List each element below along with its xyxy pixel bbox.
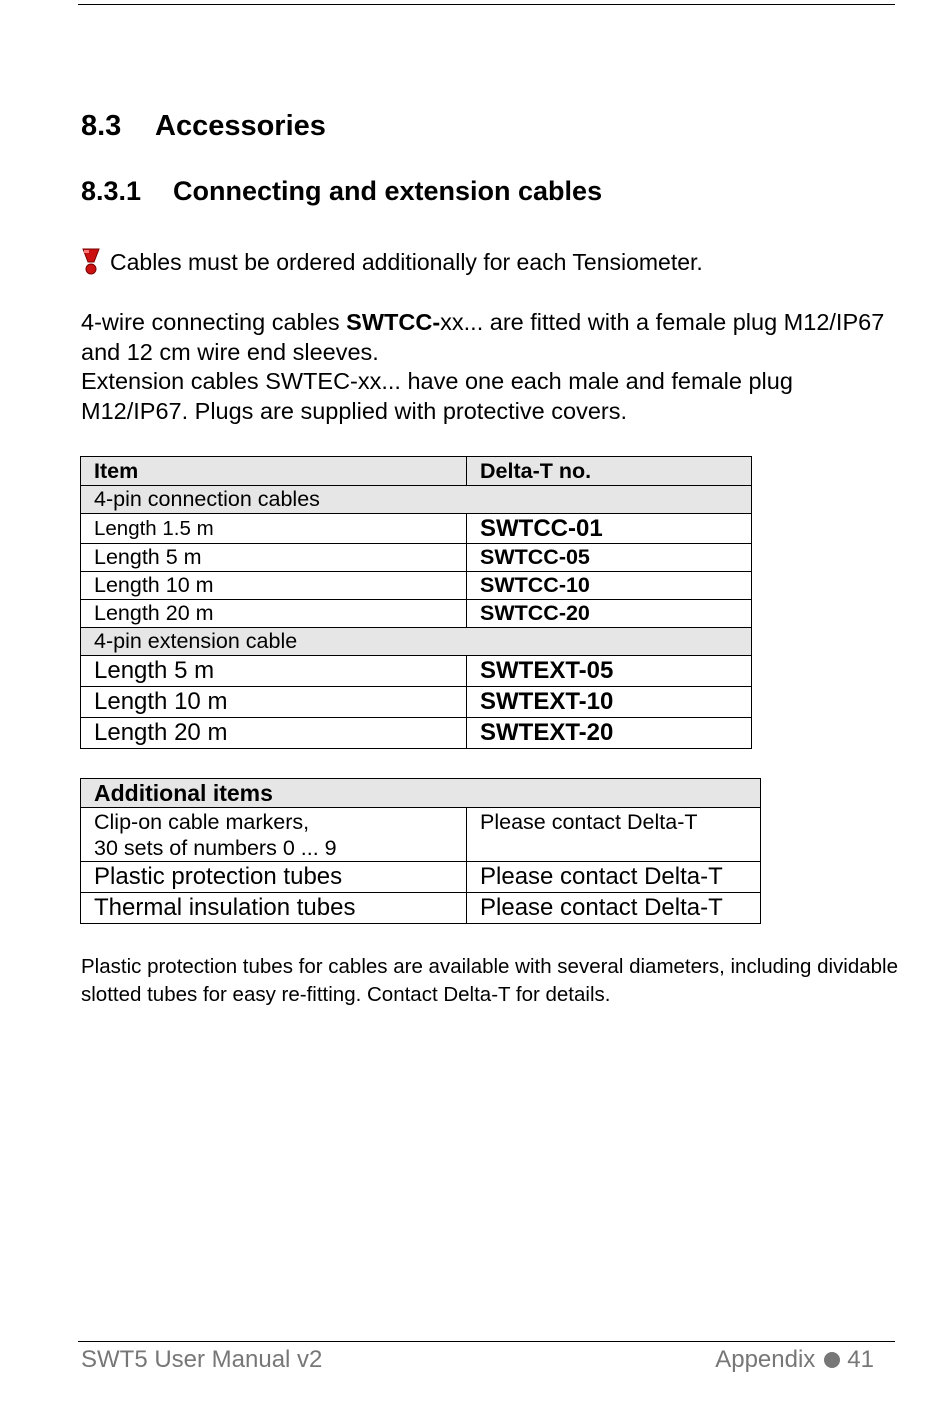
order-note [81, 249, 703, 276]
table-row [81, 862, 761, 893]
footer-section: Appendix [715, 1346, 816, 1373]
item-cell: Length 20 m [81, 718, 467, 749]
table-row [81, 718, 752, 749]
section-heading [81, 110, 326, 143]
table-row [81, 600, 752, 628]
item-line-1: Clip-on cable markers, [94, 810, 310, 834]
intro-text-rest: xx... are fitted with a female plug M12/IP67 and 12 cm wire end sleeves. [81, 309, 885, 365]
subsection-number: 8.3.1 [81, 176, 142, 206]
section-title: Accessories [155, 110, 326, 142]
code-cell: SWTEXT-05 [467, 656, 752, 687]
additional-items-table [80, 778, 761, 924]
group-row-extension [81, 628, 752, 656]
item-line-2: 30 sets of numbers 0 ... 9 [94, 836, 337, 860]
table-row [81, 808, 761, 862]
table-row [81, 893, 761, 924]
value-cell: Please contact Delta-T [467, 808, 761, 862]
code-cell: SWTCC-20 [467, 600, 752, 628]
item-cell: Length 5 m [81, 656, 467, 687]
value-cell: Please contact Delta-T [467, 862, 761, 893]
header-item: Item [81, 457, 467, 486]
item-cell: Length 10 m [81, 687, 467, 718]
item-cell: Plastic protection tubes [81, 862, 467, 893]
header-delta-t-no: Delta-T no. [467, 457, 752, 486]
table-row [81, 656, 752, 687]
intro-text: 4-wire connecting cables [81, 309, 347, 335]
subsection-title: Connecting and extension cables [173, 176, 603, 206]
note-text: Cables must be ordered additionally for each Tensiometer. [110, 249, 703, 275]
item-cell: Length 20 m [81, 600, 467, 628]
code-cell: SWTCC-10 [467, 572, 752, 600]
item-cell: Thermal insulation tubes [81, 893, 467, 924]
intro-paragraph [81, 308, 901, 426]
table-row [81, 514, 752, 544]
group-row-connection [81, 486, 752, 514]
item-cell: Length 10 m [81, 572, 467, 600]
table-row [81, 544, 752, 572]
code-cell: SWTCC-01 [467, 514, 752, 544]
code-cell: SWTCC-05 [467, 544, 752, 572]
group-label: 4-pin extension cable [81, 628, 752, 656]
footer-page-info [715, 1346, 874, 1374]
table-row [81, 572, 752, 600]
subsection-heading [81, 176, 602, 207]
header-rule [78, 4, 895, 5]
closing-paragraph: Plastic protection tubes for cables are available with several diameters, including dividable slotted tubes for easy re-fitting. Contact Delta-T for details. [81, 955, 899, 1006]
page-number: 41 [847, 1346, 874, 1373]
intro-code: SWTCC- [346, 309, 441, 335]
bullet-dot-icon [824, 1352, 840, 1368]
intro-line-1 [81, 308, 901, 367]
item-cell [81, 808, 467, 862]
item-cell: Length 5 m [81, 544, 467, 572]
group-label: 4-pin connection cables [81, 486, 752, 514]
table-header-row [81, 457, 752, 486]
table-row [81, 687, 752, 718]
code-cell: SWTEXT-10 [467, 687, 752, 718]
table-header-row [81, 779, 761, 808]
header-additional-items: Additional items [81, 779, 761, 808]
intro-line-2: Extension cables SWTEC-xx... have one each male and female plug M12/IP67. Plugs are supplied with protective covers. [81, 368, 793, 424]
footer-rule [78, 1341, 895, 1342]
item-cell: Length 1.5 m [81, 514, 467, 544]
cables-table [80, 456, 752, 749]
value-cell: Please contact Delta-T [467, 893, 761, 924]
section-number: 8.3 [81, 110, 122, 142]
footer-manual-title: SWT5 User Manual v2 [81, 1346, 323, 1373]
code-cell: SWTEXT-20 [467, 718, 752, 749]
warning-exclamation-icon [81, 248, 101, 276]
